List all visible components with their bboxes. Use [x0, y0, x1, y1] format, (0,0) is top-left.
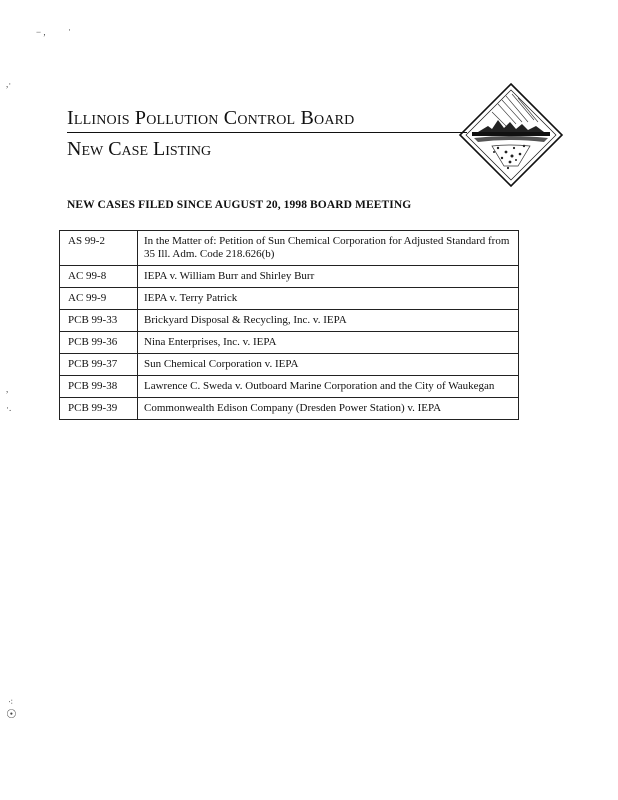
case-description: IEPA v. William Burr and Shirley Burr — [138, 266, 519, 288]
table-row — [60, 332, 519, 354]
table-row — [60, 376, 519, 398]
case-description: Nina Enterprises, Inc. v. IEPA — [138, 332, 519, 354]
case-description: Sun Chemical Corporation v. IEPA — [138, 354, 519, 376]
case-description: Commonwealth Edison Company (Dresden Power Station) v. IEPA — [138, 398, 519, 420]
scan-speck: ☉ — [6, 707, 17, 721]
case-description: In the Matter of: Petition of Sun Chemical Corporation for Adjusted Standard from 35 Ill. Adm. Code 218.626(b) — [138, 231, 519, 266]
case-number: PCB 99-33 — [60, 310, 138, 332]
table-row — [60, 310, 519, 332]
table-row — [60, 266, 519, 288]
scan-speck: ,· — [6, 79, 12, 89]
table-row — [60, 354, 519, 376]
section-heading: NEW CASES FILED SINCE AUGUST 20, 1998 BOARD MEETING — [67, 199, 412, 211]
table-row — [60, 288, 519, 310]
scan-speck: ·. — [6, 403, 12, 413]
case-number: PCB 99-39 — [60, 398, 138, 420]
scan-speck: , — [6, 384, 9, 394]
header-divider — [67, 132, 467, 133]
case-number: AS 99-2 — [60, 231, 138, 266]
scan-speck: ⁖ — [8, 697, 14, 707]
case-number: PCB 99-37 — [60, 354, 138, 376]
new-cases-table — [59, 230, 519, 420]
table-row — [60, 398, 519, 420]
case-description: Brickyard Disposal & Recycling, Inc. v. IEPA — [138, 310, 519, 332]
table-row — [60, 231, 519, 266]
case-number: PCB 99-38 — [60, 376, 138, 398]
scan-speck: − , — [36, 27, 46, 37]
case-description: IEPA v. Terry Patrick — [138, 288, 519, 310]
case-number: AC 99-9 — [60, 288, 138, 310]
listing-title: New Case Listing — [67, 138, 212, 160]
illinois-pollution-control-board-seal-icon — [458, 82, 564, 188]
case-description: Lawrence C. Sweda v. Outboard Marine Corporation and the City of Waukegan — [138, 376, 519, 398]
case-number: AC 99-8 — [60, 266, 138, 288]
board-name: Illinois Pollution Control Board — [67, 107, 355, 129]
scan-speck: · — [68, 25, 71, 35]
case-number: PCB 99-36 — [60, 332, 138, 354]
